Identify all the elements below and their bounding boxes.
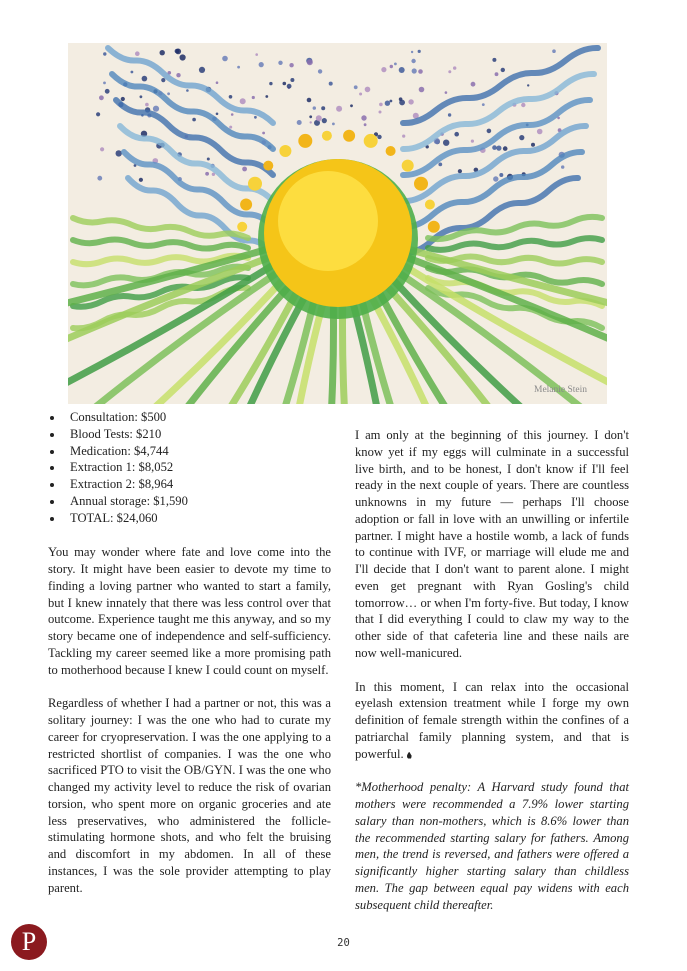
paint-dot	[443, 140, 449, 146]
paint-dot	[482, 103, 485, 106]
sun-watercolor-artwork	[68, 43, 607, 404]
paint-dot	[259, 62, 264, 67]
paint-dot	[135, 51, 140, 56]
paint-dot	[519, 135, 524, 140]
paint-dot	[527, 84, 529, 86]
paint-dot	[394, 63, 397, 66]
sun-dot	[322, 131, 332, 141]
right-column	[355, 427, 629, 913]
paint-dot	[492, 58, 496, 62]
paint-dot	[310, 121, 312, 123]
paint-dot	[139, 178, 143, 182]
paint-dot	[521, 103, 525, 107]
paint-dot	[140, 95, 143, 98]
paint-dot	[322, 118, 327, 123]
cost-item: Consultation: $500	[48, 409, 331, 426]
paint-dot	[103, 52, 106, 55]
paint-dot	[180, 54, 186, 60]
paint-dot	[161, 78, 165, 82]
paint-dot	[176, 73, 180, 77]
paint-dot	[329, 82, 333, 86]
paint-dot	[487, 129, 492, 134]
paint-dot	[283, 82, 287, 86]
sun-dot	[343, 130, 355, 142]
paint-dot	[561, 165, 564, 168]
paint-dot	[121, 97, 125, 101]
paint-dot	[399, 100, 405, 106]
cost-item: Annual storage: $1,590	[48, 493, 331, 510]
paint-dot	[350, 104, 353, 107]
paint-dot	[377, 135, 381, 139]
paint-dot	[131, 71, 134, 74]
paint-dot	[453, 66, 456, 69]
paint-dot	[418, 50, 421, 53]
paint-dot	[503, 146, 508, 151]
paint-dot	[379, 111, 382, 114]
sun-dot	[402, 160, 414, 172]
cost-item: Blood Tests: $210	[48, 426, 331, 443]
sun-dot	[364, 134, 378, 148]
paint-dot	[379, 103, 383, 107]
paint-dot	[145, 103, 149, 107]
paint-dot	[402, 135, 405, 138]
paint-dot	[458, 169, 462, 173]
paint-dot	[262, 132, 265, 135]
paint-dot	[229, 95, 233, 99]
paint-dot	[365, 87, 371, 93]
paint-dot	[237, 66, 240, 69]
paint-dot	[411, 51, 413, 53]
paint-dot	[408, 99, 413, 104]
sun-dot	[248, 177, 262, 191]
paint-dot	[96, 112, 100, 116]
paint-dot	[255, 53, 258, 56]
paint-dot	[531, 143, 535, 147]
paint-dot	[354, 85, 358, 89]
sun-highlight	[278, 171, 378, 271]
paint-dot	[448, 113, 451, 116]
paint-dot	[175, 49, 181, 55]
paint-dot	[495, 72, 499, 76]
paint-dot	[287, 84, 292, 89]
paint-dot	[254, 116, 257, 119]
closing-paragraph-text: In this moment, I can relax into the occasional eyelash extension treatment while I forge my own definition of female strength within the confines of a patriarchal family planning system, and that is powerful.	[355, 679, 629, 761]
paint-dot	[103, 82, 106, 85]
paint-dot	[471, 82, 476, 87]
paint-dot	[399, 67, 405, 73]
sun-dot	[240, 199, 252, 211]
cost-list	[48, 409, 331, 526]
paint-dot	[205, 172, 209, 176]
page-number: 20	[337, 937, 350, 949]
paint-dot	[454, 132, 459, 137]
end-mark-icon	[407, 752, 412, 759]
paint-dot	[385, 101, 390, 106]
paint-dot	[496, 146, 501, 151]
paint-dot	[105, 89, 110, 94]
paint-dot	[186, 89, 189, 92]
paint-dot	[390, 100, 393, 103]
cost-item: Extraction 1: $8,052	[48, 459, 331, 476]
cost-item: Medication: $4,744	[48, 443, 331, 460]
paint-dot	[269, 82, 272, 85]
paint-dot	[492, 145, 497, 150]
paint-dot	[116, 150, 122, 156]
paint-dot	[309, 115, 312, 118]
paint-dot	[229, 126, 232, 129]
paint-dot	[252, 96, 255, 99]
paint-dot	[336, 106, 342, 112]
paint-dot	[419, 87, 425, 93]
paint-dot	[501, 68, 505, 72]
paint-dot	[448, 70, 451, 73]
paint-dot	[359, 93, 362, 96]
paint-dot	[499, 173, 503, 177]
paint-dot	[307, 98, 312, 103]
paint-dot	[361, 115, 366, 120]
paint-dot	[160, 50, 165, 55]
paint-dot	[290, 78, 294, 82]
paint-dot	[278, 61, 282, 65]
paint-dot	[216, 113, 219, 116]
paint-dot	[321, 106, 325, 110]
body-paragraph: I am only at the beginning of this journey. I don't know yet if my eggs will culminate in a successful live birth, and to be honest, I don't know if I'll feel ready in the next couple of years. There are countless unknowns in my future — perhaps I'll choose adoption or fall in love with an unwilling or infertile partner. I might have a hostile womb, a lack of funds to continue with IVF, or marriage will elude me and I'll decide that I don't want to parent alone. I might even get pregnant with Ryan Gosling's child tomorrow… or when I'm forty-five. But today, I know that I did everything I could to claw my way to the other side of that cafeteria line and these nails are now well-manicured.	[355, 428, 629, 660]
paint-dot	[307, 59, 313, 65]
paint-dot	[313, 106, 316, 109]
paint-dot	[192, 118, 196, 122]
paint-dot	[242, 167, 247, 172]
sun-dot	[414, 177, 428, 191]
paint-dot	[552, 49, 556, 53]
paint-dot	[438, 163, 442, 167]
paint-dot	[537, 129, 543, 135]
paint-dot	[318, 69, 322, 73]
sun-dot	[298, 134, 312, 148]
paint-dot	[142, 76, 148, 82]
cost-item-total: TOTAL: $24,060	[48, 510, 331, 527]
publication-logo: P	[11, 924, 47, 960]
paint-dot	[364, 123, 367, 126]
sun-dot	[428, 221, 440, 233]
paint-dot	[167, 92, 170, 95]
paint-dot	[222, 56, 228, 62]
paint-dot	[412, 68, 417, 73]
body-paragraph: Regardless of whether I had a partner or not, this was a solitary journey: I was the one who had to curate my career for cryopreservation. I was the one applying to a restricted shortlist of companies. I was the one who sacrificed PTO to visit the OB/GYN. I was the one who changed my activity level to reduce the risk of ovarian torsion, who spent more on organic groceries and ate less preservatives, who administered the follicle-stimulating hormone shots, and who felt the bruising and discomfort in my abdomen. In all of these instances, I was the sole provider attempting to play parent.	[48, 696, 331, 895]
paint-dot	[99, 95, 104, 100]
paint-dot	[207, 158, 210, 161]
sun-dot	[386, 146, 396, 156]
sun-dot	[237, 222, 247, 232]
paint-dot	[240, 98, 246, 104]
paint-dot	[231, 113, 234, 116]
paint-dot	[381, 67, 386, 72]
sun-dot	[279, 145, 291, 157]
sun-dot	[425, 200, 435, 210]
paint-dot	[199, 67, 205, 73]
paint-dot	[332, 123, 335, 126]
paint-dot	[445, 91, 448, 94]
body-paragraph: You may wonder where fate and love come into the story. It might have been easier to devote my time to finding a loving partner who wanted to start a family, but I knew innately that there was less control over that outcome. Experience taught me this anyway, and so my story became one of independence and self-sufficiency. Tackling my career seemed like a more promising path to motherhood because I knew I could count on myself.	[48, 545, 331, 677]
paint-dot	[265, 95, 268, 98]
paint-dot	[411, 59, 415, 63]
sun-dot	[263, 161, 273, 171]
paint-dot	[493, 176, 498, 181]
body-paragraph	[355, 679, 629, 763]
paint-dot	[390, 65, 393, 68]
left-column	[48, 409, 331, 896]
paint-dot	[471, 140, 474, 143]
paint-dot	[153, 106, 159, 112]
footnote: *Motherhood penalty: A Harvard study found that mothers were recommended a 7.9% lower starting salary than non-mothers, which is 8.6% lower than the recommended starting salary for fathers. Among men, the trend is reversed, and fathers were offered a significantly higher starting salary than childless men. The gap between equal pay widens with each subsequent child thereafter.	[355, 780, 629, 912]
paint-dot	[316, 115, 322, 121]
artist-credit: Melanie Stein	[534, 385, 588, 395]
paint-dot	[216, 81, 219, 84]
cost-item: Extraction 2: $8,964	[48, 476, 331, 493]
paint-dot	[100, 147, 104, 151]
paint-dot	[289, 63, 293, 67]
paint-dot	[418, 69, 423, 74]
paint-dot	[97, 176, 102, 181]
paint-dot	[297, 120, 302, 125]
